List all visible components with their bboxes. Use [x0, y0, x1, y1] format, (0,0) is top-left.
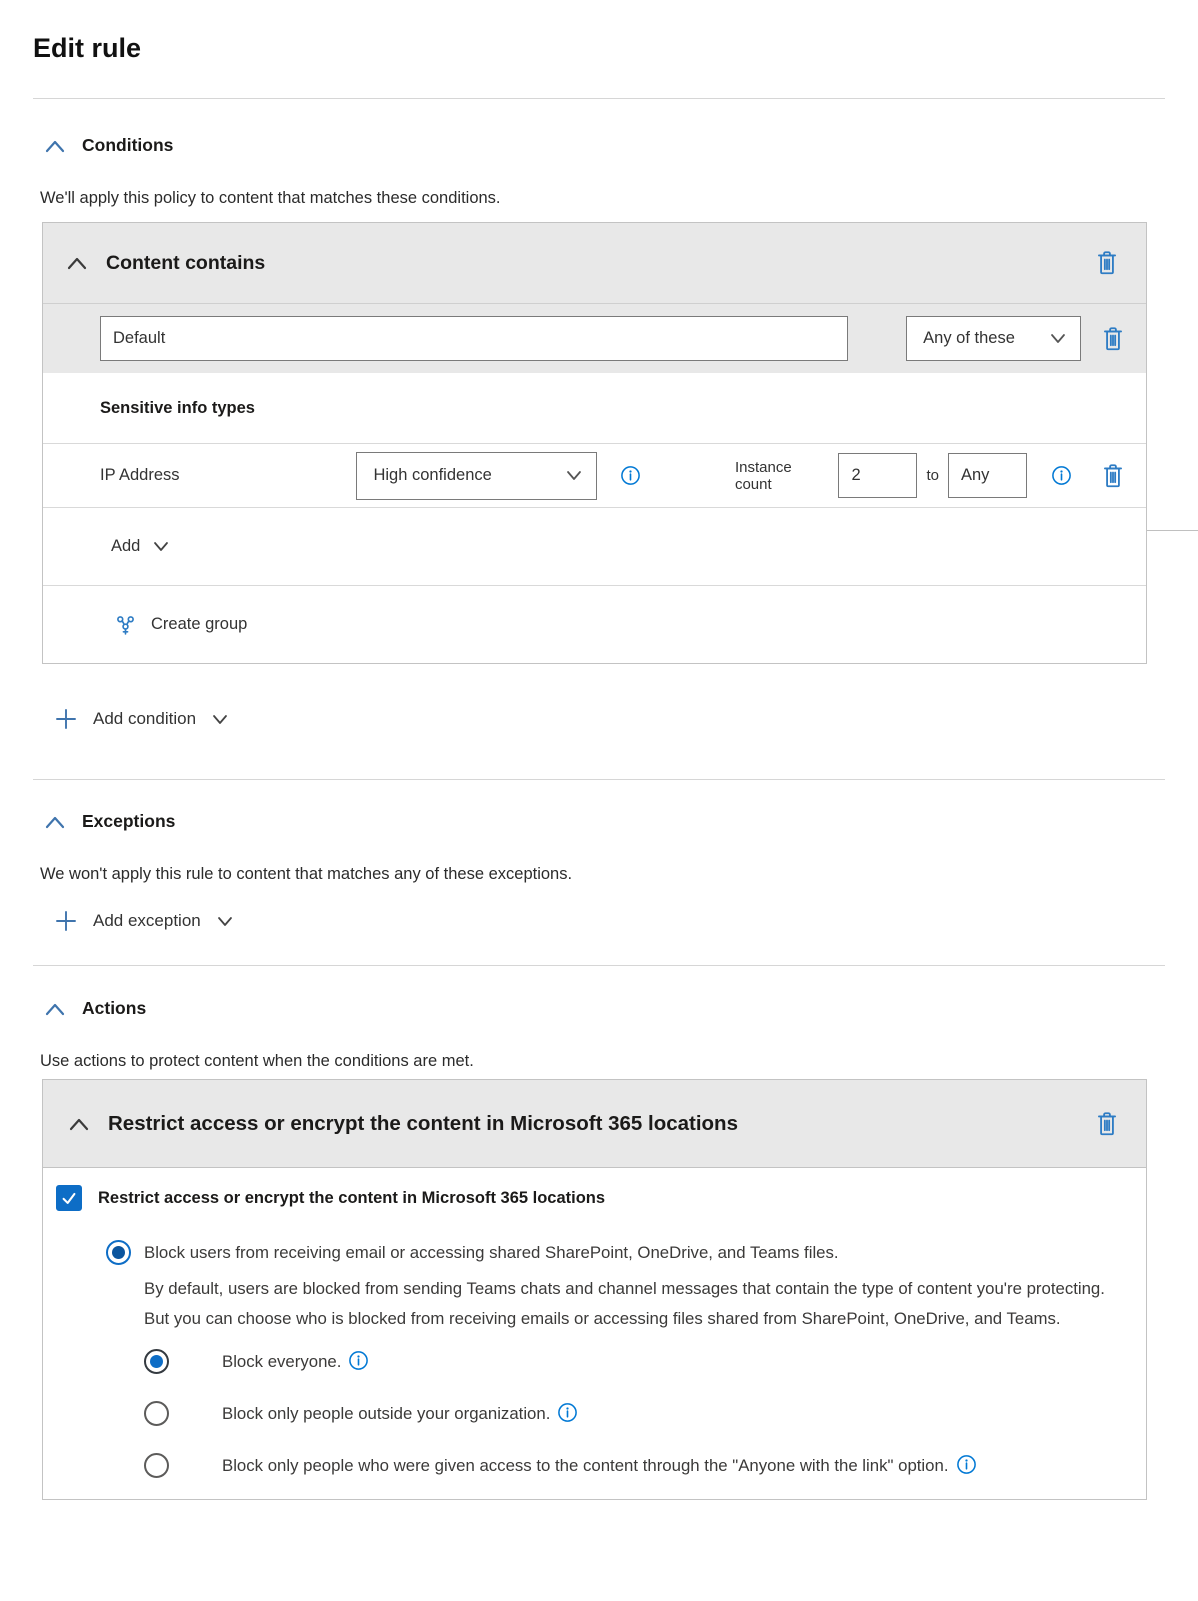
sensitive-info-types-label: Sensitive info types [100, 398, 255, 417]
info-icon [1051, 465, 1072, 486]
plus-icon [55, 708, 77, 730]
block-anyone-link-radio[interactable] [144, 1453, 169, 1478]
match-mode-dropdown[interactable] [906, 316, 1081, 361]
block-users-description: By default, users are blocked from sending Teams chats and channel messages that contain the type of content you're protecting. But you can choose who is blocked from receiving emails or accessing files shared from SharePoint, OneDrive, and Teams. [144, 1279, 1105, 1328]
delete-group-name-button[interactable] [1098, 323, 1128, 355]
info-icon[interactable] [956, 1454, 977, 1475]
plus-icon [55, 910, 77, 932]
create-group-button[interactable] [43, 585, 1146, 663]
add-label: Add [111, 537, 141, 555]
restrict-access-panel [42, 1079, 1147, 1500]
info-icon[interactable] [557, 1402, 578, 1423]
confidence-value: High confidence [373, 466, 492, 484]
block-users-radio-label: Block users from receiving email or accessing shared SharePoint, OneDrive, and Teams files. [144, 1242, 839, 1262]
radio-dot [150, 1355, 163, 1368]
exceptions-heading: Exceptions [82, 811, 176, 831]
divider [33, 98, 1165, 99]
chevron-down-icon [566, 470, 582, 481]
chevron-down-icon [217, 916, 233, 927]
delete-action-button[interactable] [1092, 1108, 1122, 1140]
restrict-access-title: Restrict access or encrypt the content in Microsoft 365 locations [108, 1111, 738, 1135]
stray-divider [1147, 530, 1198, 531]
add-condition-button[interactable] [55, 708, 1198, 730]
group-name-row [43, 303, 1146, 373]
restrict-access-checkbox[interactable] [56, 1185, 82, 1211]
exceptions-section-header[interactable] [45, 811, 1198, 832]
delete-condition-group-button[interactable] [1092, 247, 1122, 279]
block-anyone-link-text: Block only people who were given access to the content through the "Anyone with the link" option. [222, 1456, 949, 1475]
confidence-info-button[interactable] [618, 463, 643, 488]
create-group-icon [113, 612, 138, 637]
conditions-heading: Conditions [82, 135, 174, 155]
block-everyone-label [222, 1347, 1126, 1377]
match-mode-value: Any of these [923, 329, 1015, 347]
block-outside-org-radio[interactable] [144, 1401, 169, 1426]
trash-icon [1094, 249, 1120, 277]
instance-count-label: Instance count [734, 458, 792, 493]
instance-min-input[interactable] [838, 453, 917, 498]
chevron-down-icon [212, 714, 228, 725]
confidence-dropdown[interactable] [356, 452, 597, 500]
block-everyone-row [144, 1347, 1126, 1377]
to-label: to [926, 467, 939, 484]
chevron-up-icon [67, 256, 87, 270]
add-condition-label: Add condition [93, 709, 197, 728]
block-anyone-link-row [144, 1451, 1126, 1499]
restrict-access-header[interactable] [43, 1080, 1146, 1168]
divider [33, 965, 1165, 966]
chevron-up-icon [69, 1117, 89, 1131]
exceptions-description: We won't apply this rule to content that matches any of these exceptions. [40, 865, 573, 883]
create-group-label: Create group [151, 615, 248, 633]
chevron-up-icon [45, 139, 65, 153]
block-everyone-text: Block everyone. [222, 1352, 342, 1371]
info-icon[interactable] [348, 1350, 369, 1371]
sensitive-info-types-row [43, 373, 1146, 443]
restrict-access-checkbox-row [56, 1185, 1126, 1211]
add-exception-button[interactable] [55, 910, 1198, 932]
info-type-row [43, 443, 1146, 508]
trash-icon [1100, 325, 1126, 353]
radio-dot [112, 1246, 125, 1259]
actions-section-header[interactable] [45, 998, 1198, 1019]
trash-icon [1100, 462, 1126, 490]
conditions-section-header[interactable] [45, 135, 1198, 156]
chevron-down-icon [153, 541, 169, 552]
content-contains-header[interactable] [43, 223, 1146, 303]
restrict-access-checkbox-label: Restrict access or encrypt the content in Microsoft 365 locations [98, 1188, 606, 1207]
delete-info-type-button[interactable] [1098, 460, 1128, 492]
block-anyone-link-label [222, 1451, 1126, 1481]
chevron-down-icon [1050, 333, 1066, 344]
chevron-up-icon [45, 815, 65, 829]
group-name-input[interactable] [100, 316, 848, 361]
chevron-up-icon [45, 1002, 65, 1016]
actions-description: Use actions to protect content when the conditions are met. [40, 1052, 474, 1070]
block-outside-org-label [222, 1399, 1126, 1429]
page-title: Edit rule [33, 33, 142, 63]
actions-heading: Actions [82, 998, 147, 1018]
conditions-description: We'll apply this policy to content that matches these conditions. [40, 189, 501, 207]
trash-icon [1094, 1110, 1120, 1138]
content-contains-title: Content contains [106, 251, 266, 274]
restrict-access-body [43, 1168, 1146, 1499]
add-menu-button[interactable] [43, 508, 1146, 585]
block-everyone-radio[interactable] [144, 1349, 169, 1374]
divider [33, 779, 1165, 780]
block-outside-org-text: Block only people outside your organization. [222, 1404, 551, 1423]
add-exception-label: Add exception [93, 911, 201, 930]
block-users-radio[interactable] [106, 1240, 131, 1265]
checkmark-icon [60, 1189, 78, 1207]
block-outside-org-row [144, 1399, 1126, 1429]
info-icon [620, 465, 641, 486]
instance-max-input[interactable] [948, 453, 1027, 498]
instance-count-info-button[interactable] [1049, 463, 1074, 488]
content-contains-panel [42, 222, 1147, 664]
block-users-radio-row [106, 1240, 1126, 1265]
info-type-name: IP Address [100, 466, 180, 484]
